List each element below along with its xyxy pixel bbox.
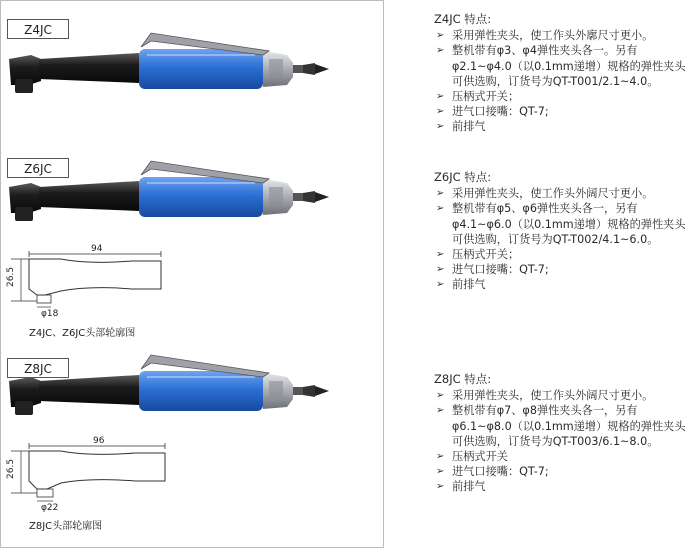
feature-list: [434, 28, 696, 134]
arrow-icon: ➢: [436, 188, 445, 200]
model-tag: Z6JC: [7, 158, 69, 178]
arrow-icon: ➢: [436, 264, 445, 276]
feature-item: ➢ 进气口接嘴：QT-7;: [436, 465, 549, 479]
dim-height: 26.5: [6, 266, 16, 287]
arrow-icon: ➢: [436, 466, 445, 478]
feature-list: [434, 186, 696, 292]
arrow-icon: ➢: [436, 405, 445, 417]
feature-list: [434, 388, 696, 494]
feature-item: ➢ 采用弹性夹头，使工作头外阔尺寸更小。: [436, 389, 654, 403]
arrow-icon: ➢: [436, 481, 445, 493]
dim-length: 96: [93, 436, 105, 446]
feature-item: ➢ 整机带有φ7、φ8弹性夹头各一，另有φ6.1~φ8.0（以0.1mm递增）规格的弹性夹头可供选购，订货号为QT-T003/6.1~8.0。: [436, 404, 686, 448]
diagram-caption: Z8JC头部轮廓图: [29, 521, 103, 532]
model-tag: Z4JC: [7, 19, 69, 39]
feature-item: ➢ 整机带有φ5、φ6弹性夹头各一，另有φ4.1~φ6.0（以0.1mm递增）规格的弹性夹头可供选购，订货号为QT-T002/4.1~6.0。: [436, 202, 686, 246]
arrow-icon: ➢: [436, 203, 445, 215]
tool-image: [1, 157, 341, 237]
arrow-icon: ➢: [436, 30, 445, 42]
spec-title: Z4JC 特点:: [434, 12, 492, 26]
feature-item: ➢ 采用弹性夹头，使工作头外廓尺寸更小。: [436, 29, 654, 43]
dim-diameter: φ18: [41, 309, 59, 319]
arrow-icon: ➢: [436, 45, 445, 57]
feature-item: ➢ 压柄式开关；: [436, 90, 520, 104]
dim-length: 94: [91, 244, 103, 254]
tool-image: [1, 351, 341, 431]
feature-item: ➢ 前排气: [436, 480, 486, 494]
feature-item: ➢ 前排气: [436, 120, 486, 134]
spec-block-z4jc: [434, 12, 696, 135]
spec-title: Z8JC 特点:: [434, 372, 492, 386]
feature-item: ➢ 压柄式开关；: [436, 248, 520, 262]
dim-diameter: φ22: [41, 503, 59, 513]
spec-block-z6jc: [434, 170, 696, 293]
arrow-icon: ➢: [436, 249, 445, 261]
feature-item: ➢ 进气口接嘴：QT-7;: [436, 105, 549, 119]
head-outline-diagram: [1, 241, 201, 321]
spec-block-z8jc: [434, 372, 696, 495]
model-tag: Z8JC: [7, 358, 69, 378]
arrow-icon: ➢: [436, 279, 445, 291]
tool-image: [1, 29, 341, 109]
feature-item: ➢ 整机带有φ3、φ4弹性夹头各一。另有φ2.1~φ4.0（以0.1mm递增）规格的弹性夹头可供选购，订货号为QT-T001/2.1~4.0。: [436, 44, 686, 88]
diagram-caption: Z4JC、Z6JC头部轮廓图: [29, 328, 136, 339]
feature-item: ➢ 前排气: [436, 278, 486, 292]
feature-item: ➢ 采用弹性夹头，使工作头外阔尺寸更小。: [436, 187, 654, 201]
arrow-icon: ➢: [436, 121, 445, 133]
head-outline-diagram: [1, 433, 201, 513]
feature-item: ➢ 压柄式开关: [436, 450, 508, 464]
arrow-icon: ➢: [436, 91, 445, 103]
arrow-icon: ➢: [436, 390, 445, 402]
feature-item: ➢ 进气口接嘴：QT-7;: [436, 263, 549, 277]
arrow-icon: ➢: [436, 106, 445, 118]
spec-title: Z6JC 特点:: [434, 170, 492, 184]
dim-height: 26.5: [6, 458, 16, 479]
arrow-icon: ➢: [436, 451, 445, 463]
